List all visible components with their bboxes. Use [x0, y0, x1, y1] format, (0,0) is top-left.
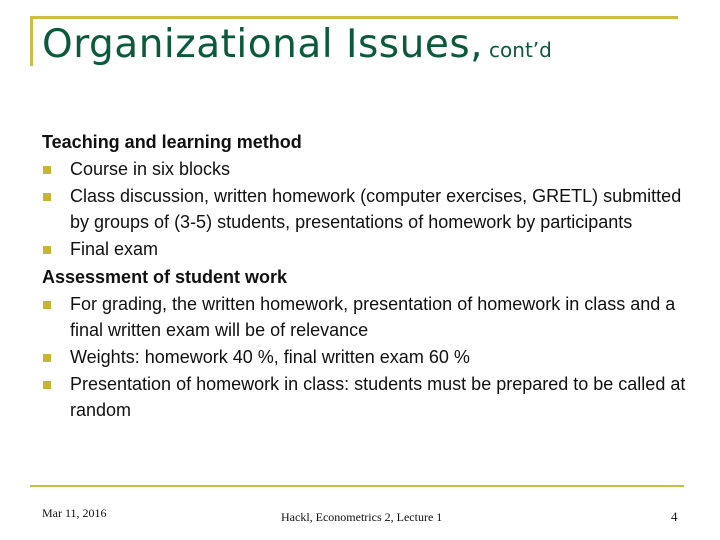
square-bullet-icon — [43, 381, 51, 389]
footer-rule — [30, 485, 684, 487]
square-bullet-icon — [43, 354, 51, 362]
section-heading-teaching: Teaching and learning method — [42, 132, 302, 152]
page-number: 4 — [671, 509, 678, 524]
bullet-text: Final exam — [70, 239, 159, 259]
square-bullet-icon — [43, 301, 51, 309]
slide-body — [42, 128, 692, 424]
assessment-bullet-list — [42, 291, 692, 423]
bullet-text: For grading, the written homework, presentation of homework in class and a final written exam will be of relevance — [70, 294, 676, 340]
list-item — [42, 291, 692, 343]
teaching-bullet-list — [42, 156, 692, 262]
list-item — [42, 183, 692, 235]
list-item — [42, 236, 692, 262]
title-main: Organizational Issues, — [42, 22, 484, 67]
bullet-text: Presentation of homework in class: students must be prepared to be called at random — [70, 374, 686, 420]
bullet-text: Weights: homework 40 %, final written exam 60 % — [70, 347, 470, 367]
list-item — [42, 156, 692, 182]
list-item — [42, 344, 692, 370]
title-sub: cont’d — [489, 38, 552, 62]
list-item — [42, 371, 692, 423]
footer-date: Mar 11, 2016 — [42, 506, 107, 520]
section-heading-assessment: Assessment of student work — [42, 267, 288, 287]
slide-title — [42, 22, 552, 67]
title-rule-left — [30, 16, 33, 66]
square-bullet-icon — [43, 246, 51, 254]
title-rule-top — [30, 16, 678, 19]
bullet-text: Class discussion, written homework (computer exercises, GRETL) submitted by groups of (3-5) students, presentations of homework by participants — [70, 186, 682, 232]
square-bullet-icon — [43, 166, 51, 174]
footer-course-label: Hackl, Econometrics 2, Lecture 1 — [281, 510, 443, 524]
bullet-text: Course in six blocks — [70, 159, 231, 179]
square-bullet-icon — [43, 193, 51, 201]
